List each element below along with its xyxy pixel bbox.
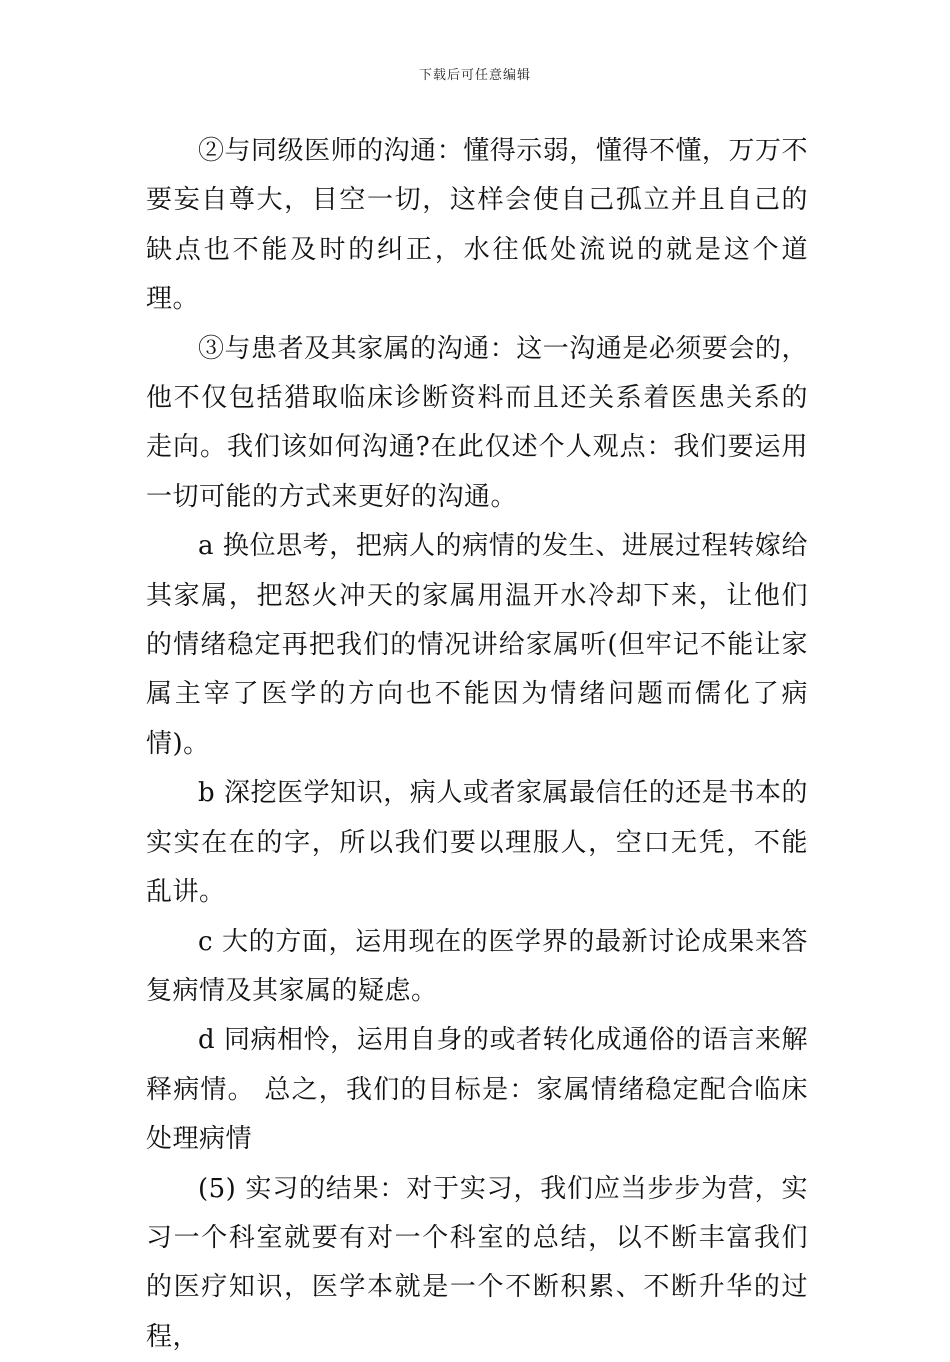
paragraph-point-a: a 换位思考，把病人的病情的发生、进展过程转嫁给其家属，把怒火冲天的家属用温开水冷却下来，让他们的情绪稳定再把我们的情况讲给家属听(但牢记不能让家属主宰了医学的方向也不能因为情绪问题而儒化了病情)。 xyxy=(146,531,808,759)
paragraph-point-d: d 同病相怜，运用自身的或者转化成通俗的语言来解释病情。 总之，我们的目标是：家属情绪稳定配合临床处理病情 xyxy=(146,1025,808,1155)
paragraph-patient-communication: ③与患者及其家属的沟通：这一沟通是必须要会的，他不仅包括猎取临床诊断资料而且还关系着医患关系的走向。我们该如何沟通?在此仅述个人观点：我们要运用一切可能的方式来更好的沟通。 xyxy=(146,333,808,512)
paragraph-point-b: b 深挖医学知识，病人或者家属最信任的还是书本的实实在在的字，所以我们要以理服人，空口无凭，不能乱讲。 xyxy=(146,778,808,908)
paragraph-peer-communication: ②与同级医师的沟通：懂得示弱，懂得不懂，万万不要妄自尊大，目空一切，这样会使自己孤立并且自己的缺点也不能及时的纠正，水往低处流说的就是这个道理。 xyxy=(146,136,808,315)
document-body xyxy=(146,127,808,1362)
paragraph-point-c: c 大的方面，运用现在的医学界的最新讨论成果来答复病情及其家属的疑虑。 xyxy=(146,926,808,1006)
paragraph-internship-result: (5) 实习的结果：对于实习，我们应当步步为营，实习一个科室就要有对一个科室的总结，以不断丰富我们的医疗知识，医学本就是一个不断积累、不断升华的过程， xyxy=(146,1173,808,1352)
page-header: 下载后可任意编辑 xyxy=(418,68,531,83)
